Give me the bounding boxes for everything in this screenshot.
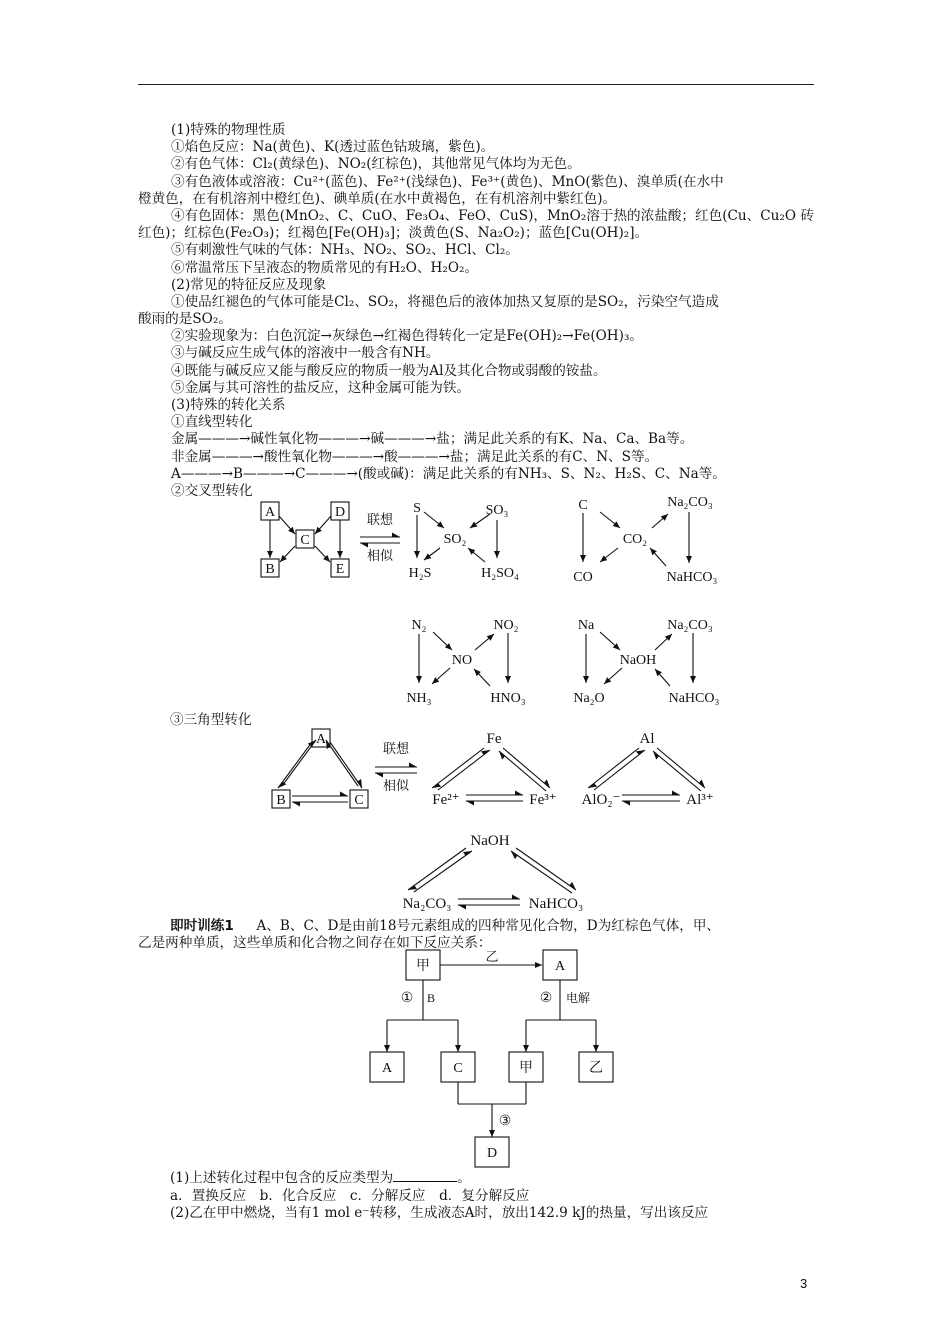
- label-flow-a: A: [381, 1061, 393, 1076]
- line-precipitate: ②实验现象为：白色沉淀→灰绿色→红褐色得转化一定是Fe(OH)₂→Fe(OH)₃。: [171, 328, 643, 345]
- label-na: Na: [577, 618, 595, 633]
- label-so3: SO₃: [485, 503, 509, 518]
- label-ta: A: [315, 732, 327, 747]
- exercise-text-cont: 乙是两种单质，这些单质和化合物之间存在如下反应关系：: [138, 935, 492, 951]
- label-naoh-1: NaOH: [619, 653, 657, 668]
- line-linear: ①直线型转化: [171, 414, 253, 431]
- heading-physical: (1)特殊的物理性质: [171, 122, 286, 138]
- label-flow-circle1: ①: [400, 991, 414, 1006]
- label-e: E: [335, 562, 345, 577]
- line-base-gas: ③与碱反应生成气体的溶液中一般含有NH。: [171, 345, 440, 362]
- label-na2co3-1: Na₂CO₃: [667, 495, 713, 510]
- label-nahco3-2: NaHCO₃: [668, 691, 720, 706]
- question-1-text: (1)上述转化过程中包含的反应类型为: [170, 1170, 394, 1186]
- label-al: Al: [639, 731, 655, 747]
- line-metal: 金属———→碱性氧化物———→碱———→盐；满足此关系的有K、Na、Ca、Ba等。: [171, 431, 694, 448]
- heading-transform: (3)特殊的转化关系: [171, 397, 286, 413]
- label-carbon: C: [578, 498, 588, 513]
- label-no: NO: [451, 653, 473, 668]
- label-co: CO: [573, 570, 593, 585]
- line-liquid: ③有色液体或溶液：Cu²⁺(蓝色)、Fe²⁺(浅绿色)、Fe³⁺(黄色)、MnO(紫色)、溴单质(在水中: [171, 173, 724, 190]
- label-flow-d: D: [486, 1146, 498, 1161]
- line-cross: ②交叉型转化: [171, 482, 253, 499]
- label-nahco3-1: NaHCO₃: [666, 570, 718, 585]
- label-flow-circle2: ②: [539, 991, 553, 1006]
- label-xiangsi: 相似: [366, 548, 394, 563]
- label-flow-b: B: [426, 991, 436, 1005]
- label-hno3: HNO₃: [490, 691, 526, 706]
- label-c: C: [300, 533, 310, 548]
- label-xiangsi-2: 相似: [382, 778, 410, 793]
- label-fe2: Fe²⁺: [432, 792, 460, 808]
- label-flow-yi-arrow: 乙: [485, 949, 499, 964]
- line-flame: ①焰色反应：Na(黄色)、K(透过蓝色钴玻璃，紫色)。: [171, 139, 495, 156]
- label-so2: SO₂: [443, 532, 467, 547]
- label-n2: N₂: [411, 618, 427, 633]
- label-a: A: [264, 505, 276, 520]
- label-b: B: [265, 562, 275, 577]
- line-solid-cont: 红色)；红棕色(Fe₂O₃)；红褐色[Fe(OH)₃]；淡黄色(S、Na₂O₂)；蓝色[Cu(OH)₂]。: [138, 225, 649, 242]
- line-bleach-cont: 酸雨的是SO₂。: [138, 311, 232, 328]
- label-flow-jia-top: 甲: [416, 959, 430, 974]
- line-liquid-cont: 橙黄色，在有机溶剂中橙红色)、碘单质(在水中黄褐色，在有机溶剂中紫红色)。: [138, 190, 617, 207]
- line-gas: ②有色气体：Cl₂(黄绿色)、NO₂(红棕色)，其他常见气体均为无色。: [171, 156, 581, 173]
- label-flow-a-top: A: [554, 959, 566, 974]
- label-d: D: [334, 505, 346, 520]
- label-tb: B: [276, 793, 286, 808]
- line-iron: ⑤金属与其可溶性的盐反应，这种金属可能为铁。: [171, 379, 471, 396]
- label-tc: C: [354, 793, 364, 808]
- question-1-options: a．置换反应 b．化合反应 c．分解反应 d．复分解反应: [170, 1188, 530, 1204]
- label-h2s: H₂S: [408, 566, 432, 581]
- line-bleach: ①使品红褪色的气体可能是Cl₂、SO₂，将褪色后的液体加热又复原的是SO₂，污染空气造成: [171, 293, 719, 310]
- label-na2co3-2: Na₂CO₃: [667, 618, 713, 633]
- label-lianxiang-2: 联想: [382, 741, 410, 756]
- label-na2o: Na₂O: [573, 691, 605, 706]
- exercise-title: 即时训练1: [170, 918, 234, 934]
- label-nahco3-3: NaHCO₃: [528, 896, 584, 912]
- question-1-end: 。: [457, 1170, 471, 1186]
- label-co2: CO₂: [622, 532, 648, 547]
- line-pungent: ⑤有刺激性气味的气体：NH₃、NO₂、SO₂、HCl、Cl₂。: [171, 242, 519, 259]
- line-solid: ④有色固体：黑色(MnO₂、C、CuO、Fe₃O₄、FeO、CuS)，MnO₂溶于热的浓盐酸；红色(Cu、Cu₂O 砖: [171, 207, 814, 224]
- line-liquid-state: ⑥常温常压下呈液态的物质常见的有H₂O、H₂O₂。: [171, 259, 479, 276]
- label-s: S: [413, 501, 421, 516]
- question-2: (2)乙在甲中燃烧，当有1 mol e⁻转移，生成液态A时，放出142.9 kJ的热量，写出该反应: [170, 1205, 709, 1221]
- line-amphoteric: ④既能与碱反应又能与酸反应的物质一般为Al及其化合物或弱酸的铵盐。: [171, 362, 607, 379]
- label-lianxiang: 联想: [366, 512, 394, 527]
- line-nonmetal: 非金属———→酸性氧化物———→酸———→盐；满足此关系的有C、N、S等。: [171, 448, 659, 465]
- label-no2: NO₂: [493, 618, 519, 633]
- label-flow-c: C: [453, 1061, 463, 1076]
- label-h2so4: H₂SO₄: [481, 566, 519, 581]
- line-abc: A———→B———→C———→(酸或碱)：满足此关系的有NH₃、S、N₂、H₂S、C、Na等。: [171, 465, 726, 482]
- heading-reactions: (2)常见的特征反应及现象: [171, 276, 327, 293]
- label-flow-dianjie: 电解: [565, 991, 591, 1005]
- label-fe: Fe: [486, 731, 502, 747]
- label-alo2: AlO₂⁻: [581, 792, 621, 808]
- line-triangle: ③三角型转化: [170, 712, 252, 728]
- label-nh3: NH₃: [406, 691, 432, 706]
- label-na2co3-3: Na₂CO₃: [402, 896, 452, 912]
- page-number: 3: [800, 1276, 808, 1291]
- label-fe3: Fe³⁺: [529, 792, 557, 808]
- label-flow-yi: 乙: [589, 1061, 603, 1076]
- exercise-text: A、B、C、D是由前18号元素组成的四种常见化合物，D为红棕色气体，甲、: [256, 918, 721, 934]
- flow-chart: [370, 950, 613, 1167]
- label-flow-circle3: ③: [498, 1114, 512, 1129]
- label-flow-jia: 甲: [519, 1061, 533, 1076]
- label-naoh-2: NaOH: [470, 833, 510, 849]
- label-al3: Al³⁺: [686, 792, 714, 808]
